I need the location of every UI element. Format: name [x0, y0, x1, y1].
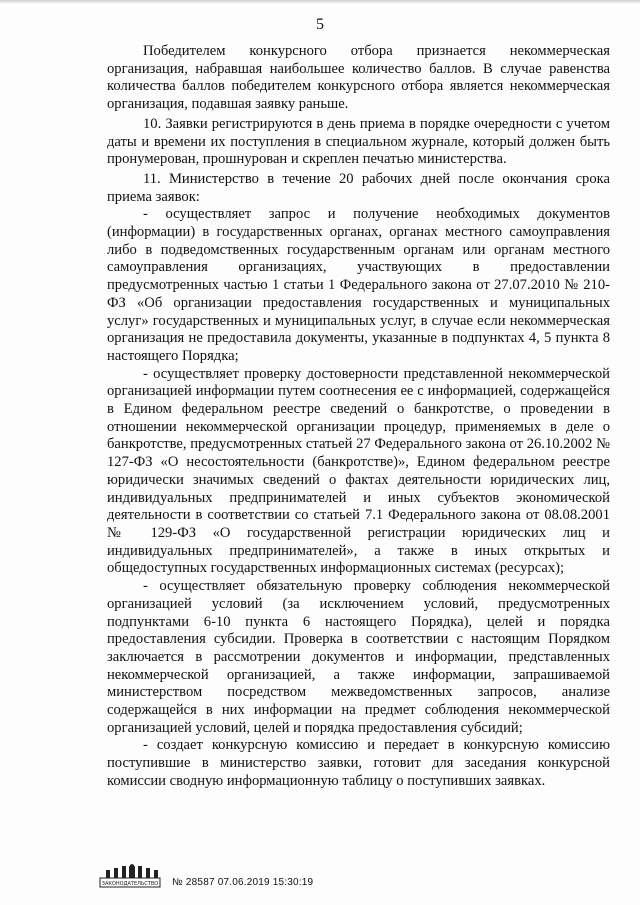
footer-logo [98, 858, 160, 892]
logo-text: ЗАКОНОДАТЕЛЬСТВО [101, 881, 159, 887]
paragraph-request-documents: - осуществляет запрос и получение необходимых документов (информации) в государственных органах, органах местного самоуправления либо в подведомственных государственным органам или органам местного самоуправления организациях, участвующих в предоставлении предусмотренных частью 1 статьи 1 Федерального закона от 27.07.2010 № 210-ФЗ «Об организации предоставления государственных и муниципальных услуг» государственных и муниципальных услуг, в случае если некоммерческая организация не предоставила документы, указанные в подпунктах 4, 5 пункта 8 настоящего Порядка; [107, 206, 610, 364]
paragraph-winner: Победителем конкурсного отбора признается некоммерческая организация, набравшая наибольшее количество баллов. В случае равенства количества баллов победителем конкурсного отбора является некоммерческая организация, подавшая заявку раньше. [107, 43, 610, 113]
legislation-logo-icon [98, 858, 160, 892]
paragraph-create-commission: - создает конкурсную комиссию и передает в конкурсную комиссию поступившие в министерство заявки, готовит для заседания конкурсной комиссии сводную информационную таблицу о поступивших заявках. [107, 737, 610, 789]
paragraph-mandatory-check: - осуществляет обязательную проверку соблюдения некоммерческой организацией условий (за исключением условий, предусмотренных подпунктами 6-10 пункта 6 настоящего Порядка), целей и порядка предоставления субсидии. Проверка в соответствии с настоящим Порядком заключается в рассмотрении документов и информации, представленных некоммерческой организацией, а также информации, запрашиваемой министерством посредством межведомственных запросов, анализе содержащейся в них информации на предмет соблюдения некоммерческой организацией условий, целей и порядка предоставления субсидий; [107, 578, 610, 736]
paragraph-verify-information: - осуществляет проверку достоверности представленной некоммерческой организацией информации путем соотнесения ее с информацией, содержащейся в Едином федеральном реестре сведений о банкротстве, о проведении в отношении некоммерческой организации процедур, применяемых в деле о банкротстве, предусмотренных статьей 27 Федерального закона от 26.10.2002 № 127-ФЗ «О несостоятельности (банкротстве)», Едином федеральном реестре юридически значимых сведений о фактах деятельности юридических лиц, индивидуальных предпринимателей и иных субъектов экономической деятельности в соответствии со статьей 7.1 Федерального закона от 08.08.2001 № 129-ФЗ «О государственной регистрации юридических лиц и индивидуальных предпринимателей», а также в иных открытых и общедоступных государственных информационных системах (ресурсах); [107, 365, 610, 577]
paragraph-10: 10. Заявки регистрируются в день приема в порядке очередности с учетом даты и времени их поступления в специальном журнале, который должен быть пронумерован, прошнурован и скреплен печатью министерства. [107, 115, 610, 168]
scan-edge [0, 0, 640, 4]
document-registration-id: № 28587 07.06.2019 15:30:19 [172, 877, 314, 888]
page-number: 5 [316, 16, 324, 33]
paragraph-11: 11. Министерство в течение 20 рабочих дней после окончания срока приема заявок: [107, 170, 610, 205]
document-body [107, 43, 610, 791]
